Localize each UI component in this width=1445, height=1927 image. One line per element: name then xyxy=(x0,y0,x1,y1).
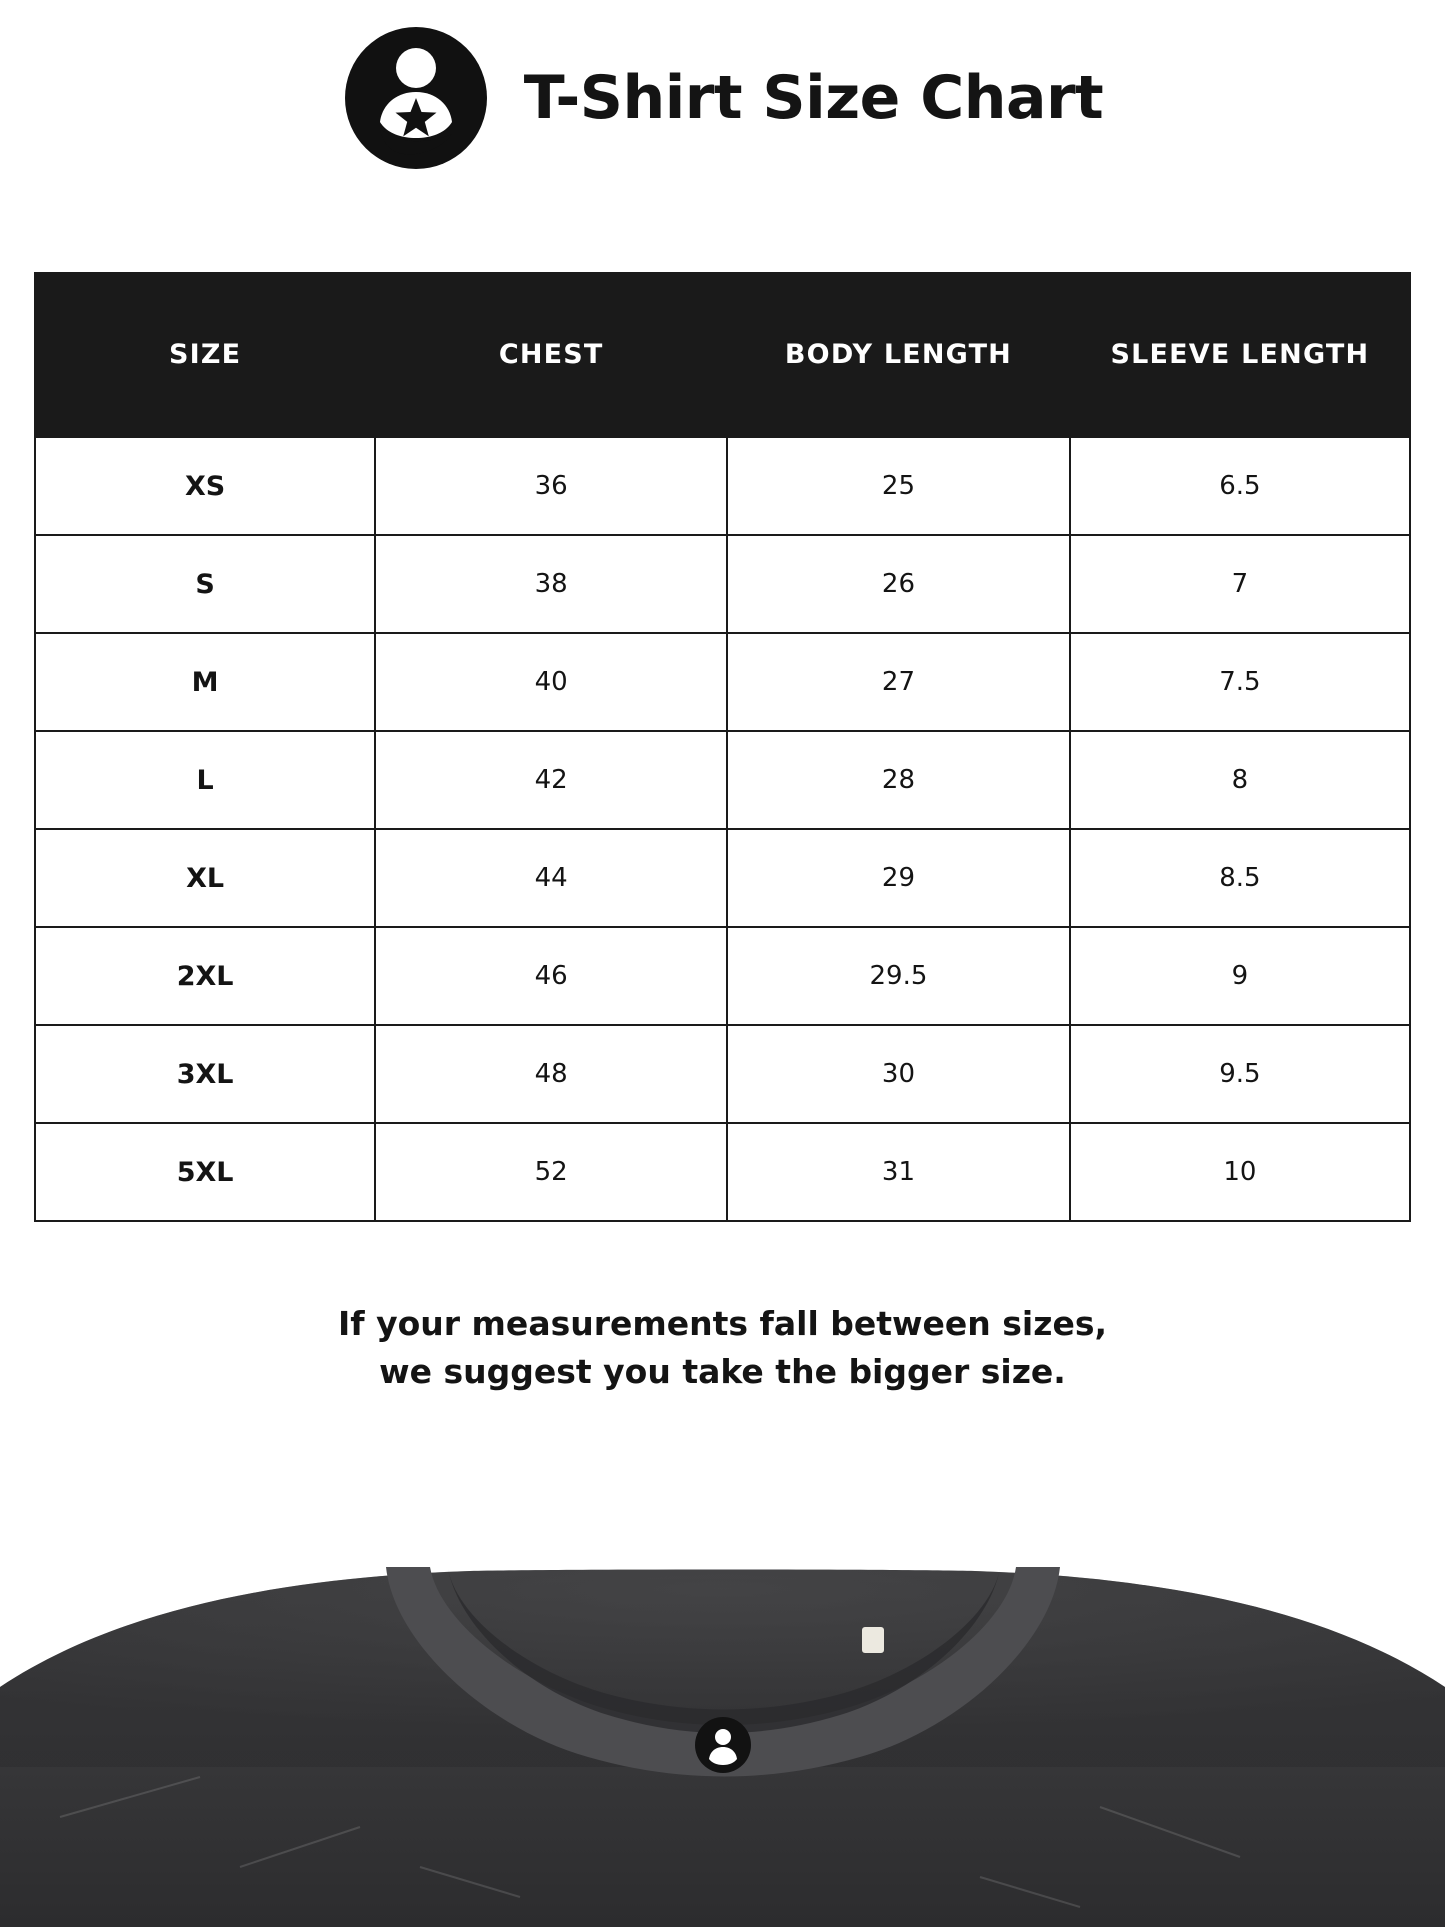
cell-body-length: 28 xyxy=(727,731,1070,829)
cell-chest: 46 xyxy=(375,927,727,1025)
cell-sleeve-length: 9.5 xyxy=(1070,1025,1410,1123)
table-row xyxy=(35,1123,1410,1221)
cell-sleeve-length: 8 xyxy=(1070,731,1410,829)
cell-chest: 38 xyxy=(375,535,727,633)
cell-size: S xyxy=(35,535,375,633)
tshirt-neckline-photo xyxy=(0,1567,1445,1927)
cell-size: M xyxy=(35,633,375,731)
cell-chest: 42 xyxy=(375,731,727,829)
cell-chest: 40 xyxy=(375,633,727,731)
cell-chest: 48 xyxy=(375,1025,727,1123)
cell-size: L xyxy=(35,731,375,829)
cell-sleeve-length: 7.5 xyxy=(1070,633,1410,731)
cell-body-length: 27 xyxy=(727,633,1070,731)
cell-size: XS xyxy=(35,437,375,535)
table-row xyxy=(35,437,1410,535)
table-row xyxy=(35,633,1410,731)
table-row xyxy=(35,535,1410,633)
cell-body-length: 29 xyxy=(727,829,1070,927)
column-header-body-length: BODY LENGTH xyxy=(727,273,1070,437)
table-row xyxy=(35,731,1410,829)
cell-chest: 52 xyxy=(375,1123,727,1221)
table-row xyxy=(35,829,1410,927)
cell-body-length: 29.5 xyxy=(727,927,1070,1025)
cell-body-length: 26 xyxy=(727,535,1070,633)
column-header-size: SIZE xyxy=(35,273,375,437)
cell-body-length: 31 xyxy=(727,1123,1070,1221)
size-table xyxy=(34,272,1411,1222)
column-header-sleeve-length: SLEEVE LENGTH xyxy=(1070,273,1410,437)
cell-sleeve-length: 7 xyxy=(1070,535,1410,633)
cell-size: 5XL xyxy=(35,1123,375,1221)
cell-sleeve-length: 9 xyxy=(1070,927,1410,1025)
page-header xyxy=(0,0,1445,160)
sizing-note-line-1: If your measurements fall between sizes, xyxy=(337,1304,1108,1343)
table-row xyxy=(35,1025,1410,1123)
size-table-head xyxy=(35,273,1410,437)
table-row xyxy=(35,927,1410,1025)
size-table-container xyxy=(34,272,1411,1222)
table-header-row xyxy=(35,273,1410,437)
cell-chest: 44 xyxy=(375,829,727,927)
page-title: T-Shirt Size Chart xyxy=(523,63,1104,133)
cell-sleeve-length: 8.5 xyxy=(1070,829,1410,927)
cell-size: XL xyxy=(35,829,375,927)
cell-sleeve-length: 6.5 xyxy=(1070,437,1410,535)
sizing-note-line-2: we suggest you take the bigger size. xyxy=(379,1351,1066,1391)
cell-chest: 36 xyxy=(375,437,727,535)
cell-sleeve-length: 10 xyxy=(1070,1123,1410,1221)
sizing-note xyxy=(0,1300,1445,1396)
cell-size: 3XL xyxy=(35,1025,375,1123)
cell-size: 2XL xyxy=(35,927,375,1025)
column-header-chest: CHEST xyxy=(375,273,727,437)
cell-body-length: 30 xyxy=(727,1025,1070,1123)
size-table-body xyxy=(35,437,1410,1221)
person-in-circle-logo-icon xyxy=(342,24,490,172)
cell-body-length: 25 xyxy=(727,437,1070,535)
